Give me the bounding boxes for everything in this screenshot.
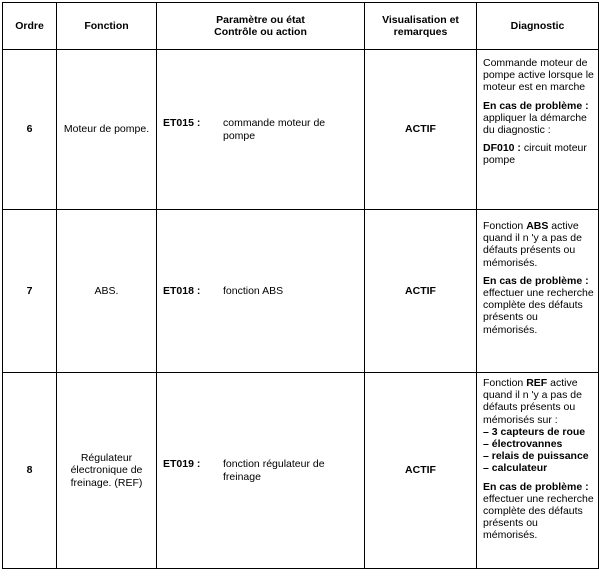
diag-problem [483,275,594,336]
diag-intro-post: active quand il n 'y a pas de défauts présents ou mémorisés. [483,220,582,269]
diag-intro: Commande moteur de pompe active lorsque le moteur est en marche [483,57,594,94]
diag-fault [483,142,594,166]
row-diagnostic [477,50,599,210]
row-order: 8 [3,373,57,569]
diag-problem [483,481,594,542]
row-order: 6 [3,50,57,210]
row-function: ABS. [57,210,157,373]
param-code: ET019 : [163,458,201,471]
diag-intro-post: active quand il n 'y a pas de défauts présents ou mémorisés sur : [483,377,582,426]
param-code: ET015 : [163,117,201,130]
diag-intro-bold: REF [526,377,548,389]
header-parameter [157,3,365,50]
diag-fault-text: circuit moteur pompe [483,142,587,167]
header-visualisation [365,3,477,50]
diag-problem-label: En cas de problème : [483,99,589,112]
header-diagnostic: Diagnostic [477,3,599,50]
header-parameter-line2: Contrôle ou action [214,26,307,38]
diag-component-list [483,426,594,475]
row-order: 7 [3,210,57,373]
diag-problem-label: En cas de problème : [483,274,589,287]
table-row [3,210,599,373]
diag-intro [483,377,594,426]
diagnostic-table-container [2,2,599,569]
row-parameter [157,210,365,373]
table-row [3,50,599,210]
diag-problem-text: effectuer une recherche complète des défauts présents ou mémorisés. [483,492,594,542]
param-text: commande moteur de pompe [223,117,326,142]
param-text: fonction ABS [223,284,284,297]
list-item: – 3 capteurs de roue [483,425,586,438]
row-visualisation: ACTIF [365,50,477,210]
list-item: – relais de puissance [483,450,589,463]
diag-problem-label: En cas de problème : [483,480,589,493]
diag-intro [483,220,594,269]
diag-intro-pre: Fonction [483,220,524,232]
diag-intro-bold: ABS [526,220,549,232]
row-function: Moteur de pompe. [57,50,157,210]
header-visualisation-line1: Visualisation et [382,13,459,26]
diag-problem-text: effectuer une recherche complète des défauts présents ou mémorisés. [483,287,594,336]
row-diagnostic [477,373,599,569]
header-order: Ordre [3,3,57,50]
header-parameter-line1: Paramètre ou état [216,13,305,26]
header-row [3,3,599,50]
row-parameter [157,373,365,569]
list-item: – calculateur [483,462,548,475]
param-text: fonction régulateur de freinage [223,458,325,483]
row-visualisation: ACTIF [365,210,477,373]
param-code: ET018 : [163,284,201,297]
diag-problem-text: appliquer la démarche du diagnostic : [483,111,587,137]
diagnostic-table [2,2,599,569]
row-diagnostic [477,210,599,373]
row-function: Régulateur électronique de freinage. (REF) [57,373,157,569]
diag-problem [483,100,594,137]
diag-fault-code: DF010 : [483,142,521,155]
table-row [3,373,599,569]
header-visualisation-line2: remarques [393,26,448,38]
row-visualisation: ACTIF [365,373,477,569]
diag-intro-pre: Fonction [483,377,524,389]
list-item: – électrovannes [483,438,563,451]
header-function: Fonction [57,3,157,50]
row-parameter [157,50,365,210]
